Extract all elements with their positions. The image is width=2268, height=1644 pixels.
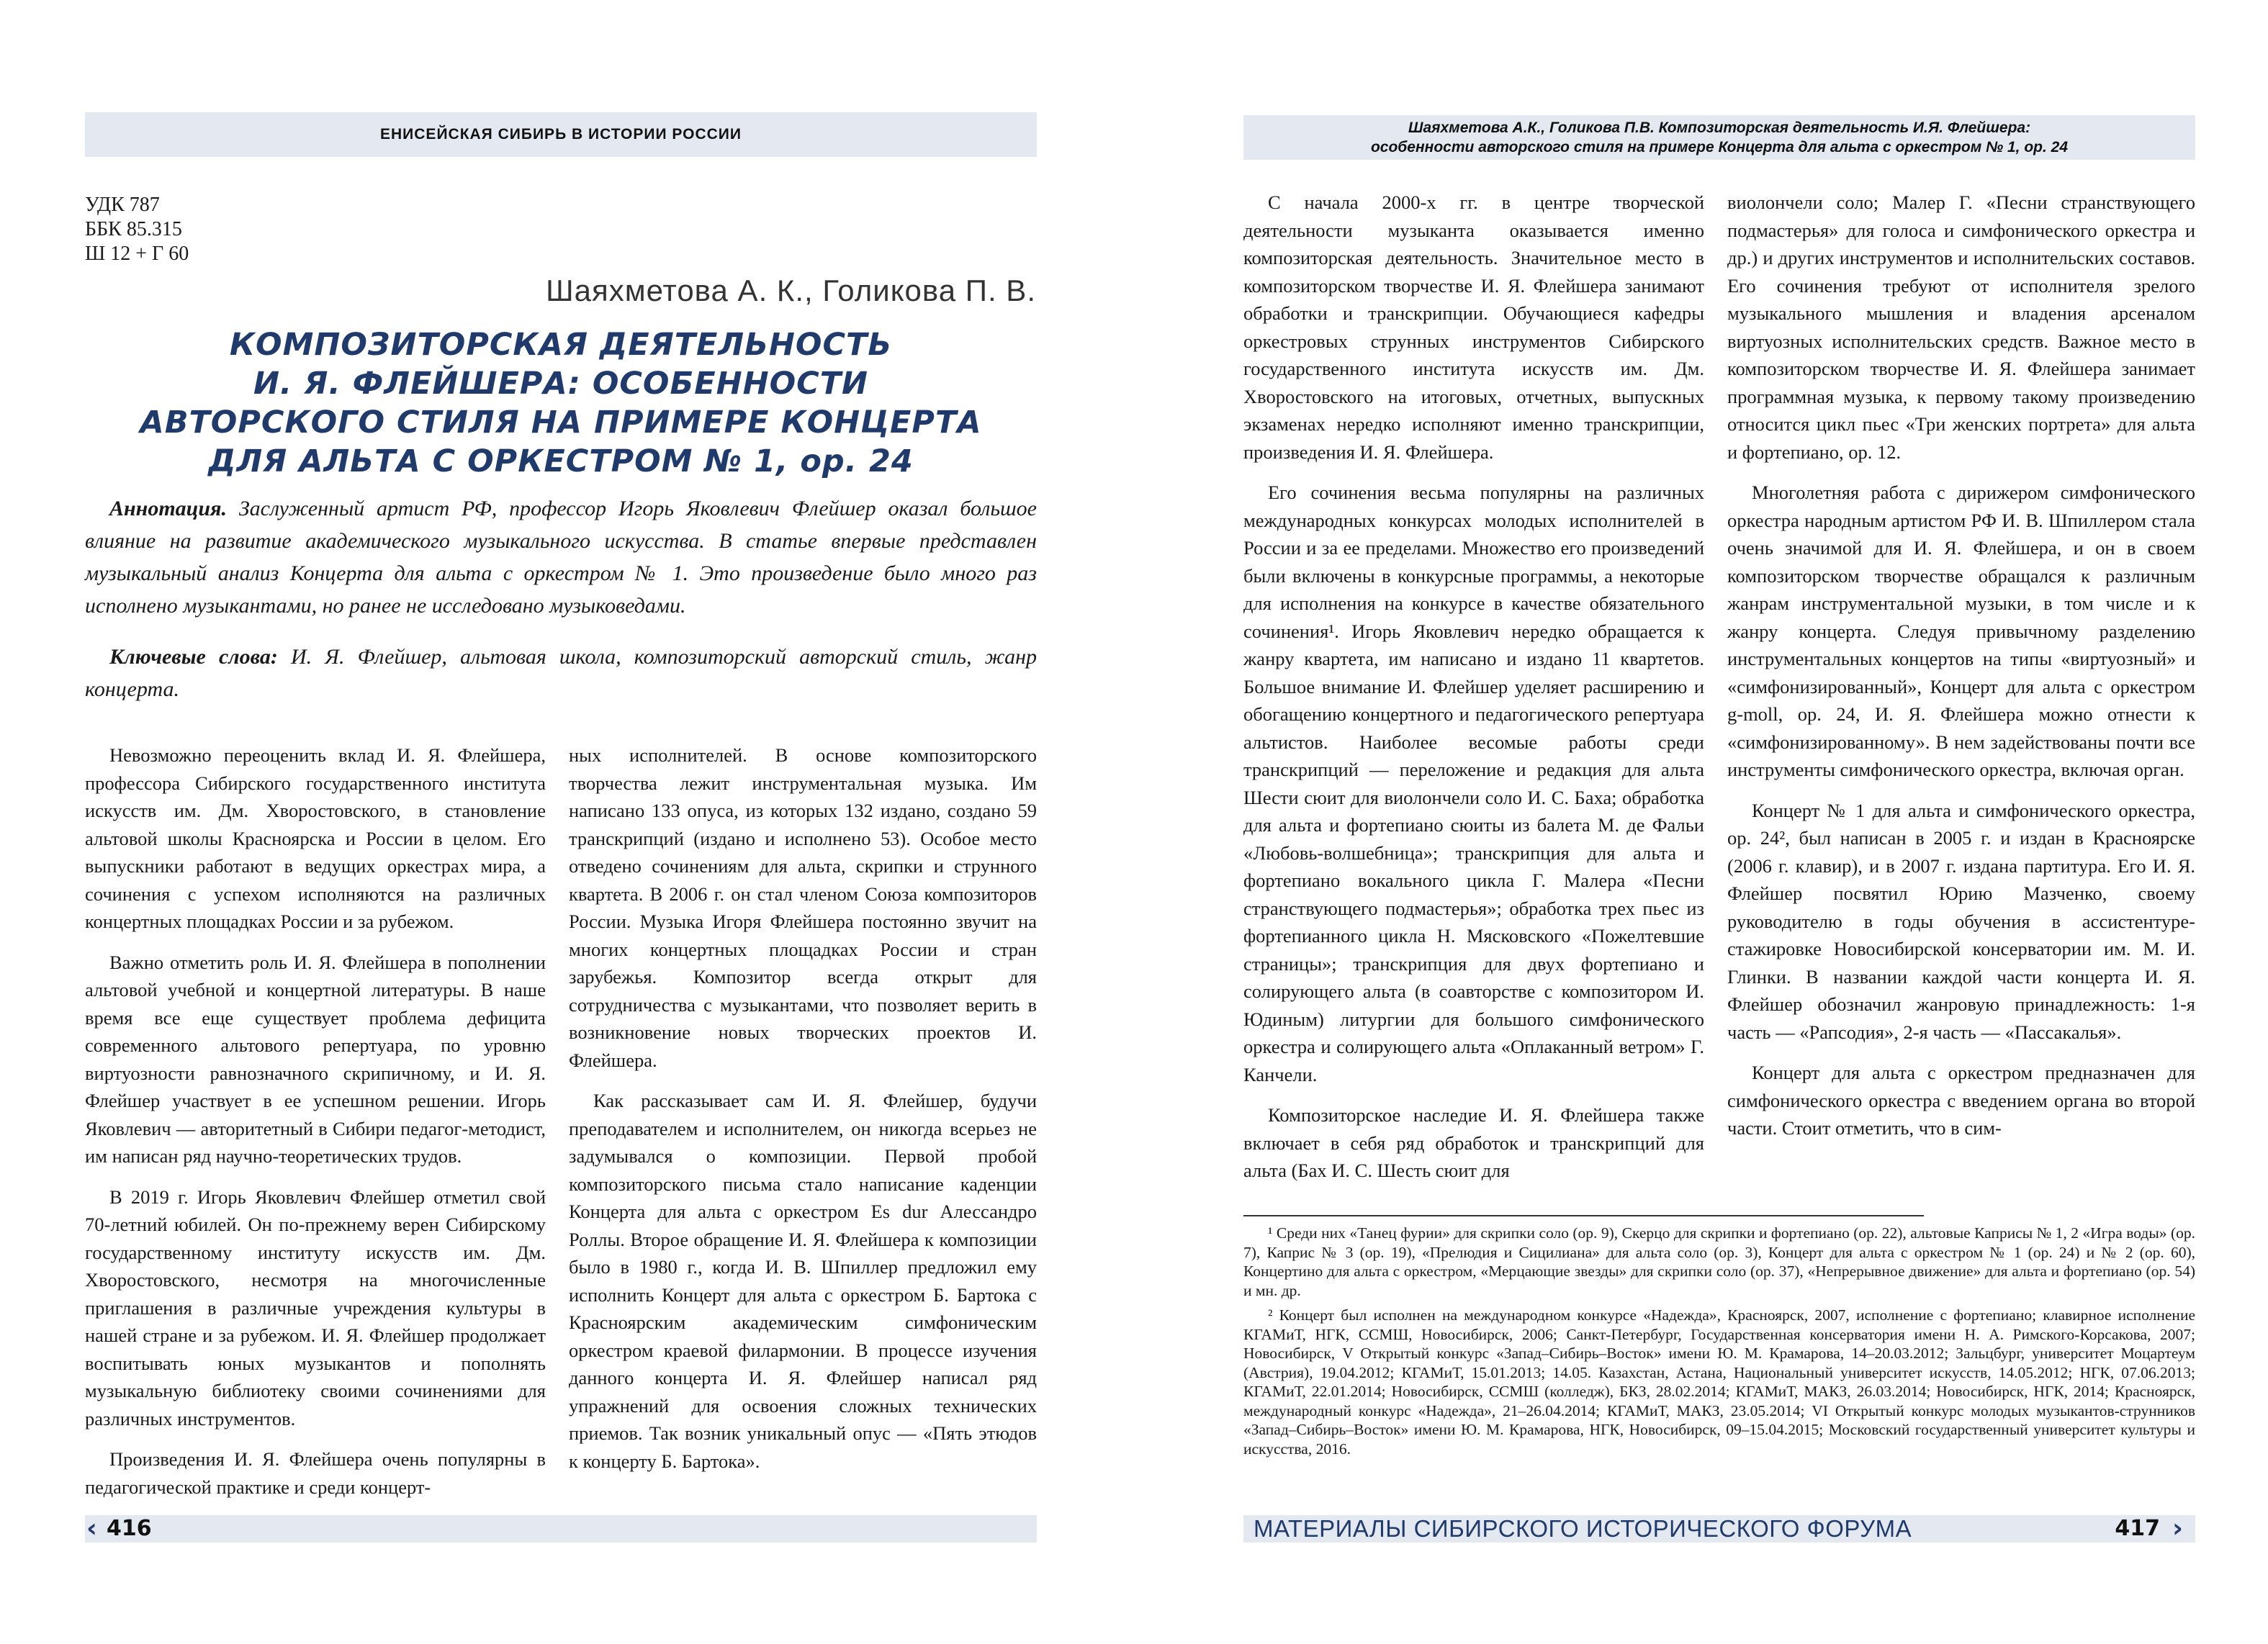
paragraph: Композиторское наследие И. Я. Флейшера также включает в себя ряд обработок и транскрипций для альта (Бах И. С. Шесть сюит для bbox=[1243, 1104, 1704, 1181]
paragraph: Его сочинения весьма популярны на различных международных конкурсах молодых исполнителей в России и за ее пределами. Множество его произведений были включены в конкурсные программы, а некоторые для исполнения на конкурсе в качестве обязательного сочинения¹. Игорь Яковлевич нередко обращается к жанру квартета, им написано и издано 11 квартетов. Большое внимание И. Флейшер уделяет расширению и обогащению концертного и педагогического репертуара альтистов. Наиболее весомые работы среди транскрипций — переложение и редакция для альта Шести сюит для виолончели соло И. С. Баха; обработка для альта и фортепиано сюиты из балета М. де Фальи «Любовь-волшебница»; транскрипция для альта и фортепиано вокального цикла Г. Малера «Песни странствующего подмастерья»; обработка трех пьес из фортепианного цикла Н. Мясковского «Пожелтевшие страницы»; транскрипция для двух фортепиано и солирующего альта (в соавторстве с композитором И. Юдиным) литургии для большого симфонического оркестра и солирующего альта «Оплаканный ветром» Г. Канчели. bbox=[1243, 482, 1704, 1085]
article-authors: Шаяхметова А. К., Голикова П. В. bbox=[546, 274, 1036, 307]
keywords-label: Ключевые слова: bbox=[109, 645, 278, 669]
title-line: И. Я. ФЛЕЙШЕРА: ОСОБЕННОСТИ bbox=[253, 366, 869, 402]
footnotes bbox=[1243, 1224, 2195, 1464]
author-mark: Ш 12 + Г 60 bbox=[85, 243, 189, 265]
bbk-code: ББК 85.315 bbox=[85, 218, 182, 240]
journal-title: МАТЕРИАЛЫ СИБИРСКОГО ИСТОРИЧЕСКОГО ФОРУМА bbox=[1254, 1515, 1912, 1542]
keywords-text: И. Я. Флейшер, альтовая школа, композиторский авторский стиль, жанр концерта. bbox=[85, 645, 1037, 701]
right-column-1 bbox=[1243, 189, 1704, 1198]
footnote-divider bbox=[1243, 1215, 1924, 1216]
chevron-right-icon: › bbox=[2172, 1514, 2183, 1543]
paragraph: виолончели соло; Малер Г. «Песни странствующего подмастерья» для голоса и симфонического оркестра и др.) и других инструментов и исполнительских составов. Его сочинения требуют от исполнителя зрелого музыкального мышления и владения арсеналом виртуозных исполнительских средств. Важное место в композиторском творчестве И. Я. Флейшера занимает программная музыка, к первому такому произведению относится цикл пьес «Три женских портрета» для альта и фортепиано, ор. 12. bbox=[1727, 191, 2195, 463]
paragraph: В 2019 г. Игорь Яковлевич Флейшер отметил свой 70-летний юбилей. Он по-прежнему верен Сибирскому государственному институту искусств им. Дм. Хворостовского, несмотря на многочисленные приглашения в различные учреждения культуры в нашей стране и за рубежом. И. Я. Флейшер продолжает воспитывать юных музыкантов и пополнять музыкальную библиотеку своими сочинениями для различных инструментов. bbox=[85, 1185, 546, 1430]
paragraph: Невозможно переоценить вклад И. Я. Флейшера, профессора Сибирского государственного института искусств им. Дм. Хворостовского, в становление альтовой школы Красноярска и России в целом. Его выпускники работают в ведущих оркестрах мира, а сочинения с успехом исполняются на различных концертных площадках России и за рубежом. bbox=[85, 744, 546, 932]
paragraph: Многолетняя работа с дирижером симфонического оркестра народным артистом РФ И. В. Шпиллером стала очень значимой для И. Я. Флейшера, и он в своем композиторском творчестве обращался к различным жанрам инструментальной музыки, в том числе и к жанру концерта. Следуя привычному разделению инструментальных концертов на типы «виртуозный» и «симфонизированный», Концерт для альта с оркестром g-moll, ор. 24, И. Я. Флейшера можно отнести к «симфонизированному». В нем задействованы почти все инструменты симфонического оркестра, включая орган. bbox=[1727, 482, 2195, 780]
running-header bbox=[1243, 115, 2195, 160]
paragraph: Концерт для альта с оркестром предназначен для симфонического оркестра с введением органа во второй части. Стоит отметить, что в сим- bbox=[1727, 1062, 2195, 1139]
classification-codes bbox=[85, 193, 189, 266]
article-title bbox=[85, 325, 1037, 481]
paragraph: Важно отметить роль И. Я. Флейшера в пополнении альтовой учебной и концертной литературы. В наше время все еще существует проблема дефицита современного альтового репертуара, по уровню виртуозности равнозначного скрипичному, и И. Я. Флейшер участвует в ее успешном решении. Игорь Яковлевич — авторитетный в Сибири педагог-методист, им написан ряд научно-теоретических трудов. bbox=[85, 951, 546, 1167]
running-header-line: особенности авторского стиля на примере Концерта для альта с оркестром № 1, ор. 24 bbox=[1370, 139, 2069, 155]
paragraph: С начала 2000-х гг. в центре творческой деятельности музыканта оказывается именно композиторская деятельность. Значительное место в композиторском творчестве И. Я. Флейшера занимают обработки и транскрипции. Обучающиеся кафедры оркестровых струнных инструментов Сибирского государственного института искусств им. Дм. Хворостовского на итоговых, отчетных, выпускных экзаменах нередко исполняют именно транскрипции, произведения И. Я. Флейшера. bbox=[1243, 191, 1704, 463]
running-header-line: Шаяхметова А.К., Голикова П.В. Композиторская деятельность И.Я. Флейшера: bbox=[1408, 119, 2031, 136]
page-number: 417 bbox=[2115, 1516, 2160, 1541]
footnote: ¹ Среди них «Танец фурии» для скрипки соло (ор. 9), Скерцо для скрипки и фортепиано (ор. 22), альтовые Каприсы № 1, 2 «Игра воды» (ор. 7), Каприс № 3 (ор. 19), «Прелюдия и Сицилиана» для альта соло (ор. 3), Концерт для альта с оркестром № 1 (ор. 24) и № 2 (ор. 60), Концертино для альта с оркестром, «Мерцающие звезды» для скрипки соло (ор. 37), «Непрерывное движение» для альта и фортепиано (ор. 54) и мн. др. bbox=[1243, 1224, 2195, 1299]
running-header: ЕНИСЕЙСКАЯ СИБИРЬ В ИСТОРИИ РОССИИ bbox=[85, 112, 1037, 157]
footnote: ² Концерт был исполнен на международном конкурсе «Надежда», Красноярск, 2007, исполнение с фортепиано; клавирное исполнение КГАМиТ, НГК, ССМШ, Новосибирск, 2006; Санкт-Петербург, Государственная консерватория имени Н. А. Римского-Корсакова, 2007; Новосибирск, V Открытый конкурс «Запад–Сибирь–Восток» имени Ю. М. Крамарова, 14–20.03.2012; Зальцбург, университет Моцартеум (Австрия), 19.04.2012; КГАМиТ, 15.01.2013; 14.05. Казахстан, Астана, Национальный университет искусств, 14.05.2012; НГК, 07.06.2013; КГАМиТ, 22.01.2014; Новосибирск, ССМШ (колледж), БКЗ, 28.02.2014; КГАМиТ, МАКЗ, 26.03.2014; Новосибирск, НГК, 2014; Красноярск, международный конкурс «Надежда», 21–26.04.2014; КГАМиТ, МАКЗ, 23.05.2014; VI Открытый конкурс молодых музыкантов-струнников «Запад–Сибирь–Восток» имени Ю. М. Крамарова, НГК, Новосибирск, 09–15.04.2015; Московский государственный университет культуры и искусства, 2016. bbox=[1243, 1306, 2195, 1458]
footer-bar bbox=[85, 1515, 1037, 1543]
left-column-2 bbox=[569, 741, 1037, 1488]
abstract bbox=[85, 492, 1037, 622]
paragraph: Как рассказывает сам И. Я. Флейшер, будучи преподавателем и исполнителем, он никогда всерьез не задумывался о композиции. Первой пробой композиторского письма стало написание каденции Концерта для альта с оркестром Es dur Алессандро Роллы. Второе обращение И. Я. Флейшера к композиции было в 1980 г., когда И. В. Шпиллер предложил ему исполнить Концерт для альта с оркестром Б. Бартока с Красноярским академическим симфоническим оркестром краевой филармонии. В процессе изучения данного концерта И. Я. Флейшер написал ряд упражнений для освоения сложных технических приемов. Так возник уникальный опус — «Пять этюдов к концерту Б. Бартока». bbox=[569, 1090, 1037, 1472]
right-column-2 bbox=[1727, 189, 2195, 1155]
abstract-block bbox=[85, 492, 1037, 705]
left-column-1 bbox=[85, 741, 546, 1514]
title-line: АВТОРСКОГО СТИЛЯ НА ПРИМЕРЕ КОНЦЕРТА bbox=[140, 405, 982, 441]
abstract-text: Заслуженный артист РФ, профессор Игорь Яковлевич Флейшер оказал большое влияние на развитие академического музыкального искусства. В статье впервые представлен музыкальный анализ Концерта для альта с оркестром № 1. Это произведение было много раз исполнено музыкантами, но ранее не исследовано музыковедами. bbox=[85, 497, 1037, 618]
keywords bbox=[85, 641, 1037, 705]
title-line: КОМПОЗИТОРСКАЯ ДЕЯТЕЛЬНОСТЬ bbox=[229, 327, 893, 363]
abstract-label: Аннотация. bbox=[109, 497, 227, 520]
udk-code: УДК 787 bbox=[85, 194, 160, 216]
paragraph: ных исполнителей. В основе композиторского творчества лежит инструментальная музыка. Им написано 133 опуса, из которых 132 издано, создано 59 транскрипций (издано и исполнено 53). Особое место отведено сочинениям для альта, скрипки и струнного квартета. В 2006 г. он стал членом Союза композиторов России. Музыка Игоря Флейшера постоянно звучит на многих концертных площадках России и стран зарубежья. Композитор всегда открыт для сотрудничества с музыкантами, что позволяет верить в возникновение новых творческих проектов И. Флейшера. bbox=[569, 744, 1037, 1071]
paragraph: Концерт № 1 для альта и симфонического оркестра, ор. 24², был написан в 2005 г. и издан в Красноярске (2006 г. клавир), и в 2007 г. издана партитура. Его И. Я. Флейшер посвятил Юрию Мазченко, своему руководителю в годы обучения в ассистентуре-стажировке Новосибирской консерватории им. М. И. Глинки. В названии каждой части концерта И. Я. Флейшер обозначил жанровую принадлежность: 1-я часть — «Рапсодия», 2-я часть — «Пассакалья». bbox=[1727, 799, 2195, 1043]
page-number: 416 bbox=[107, 1516, 152, 1541]
right-page bbox=[1134, 0, 2268, 1644]
chevron-left-icon: ‹ bbox=[86, 1514, 97, 1543]
paragraph: Произведения И. Я. Флейшера очень популярны в педагогической практике и среди концерт- bbox=[85, 1448, 546, 1498]
title-line: ДЛЯ АЛЬТА С ОРКЕСТРОМ № 1, ор. 24 bbox=[208, 443, 914, 479]
